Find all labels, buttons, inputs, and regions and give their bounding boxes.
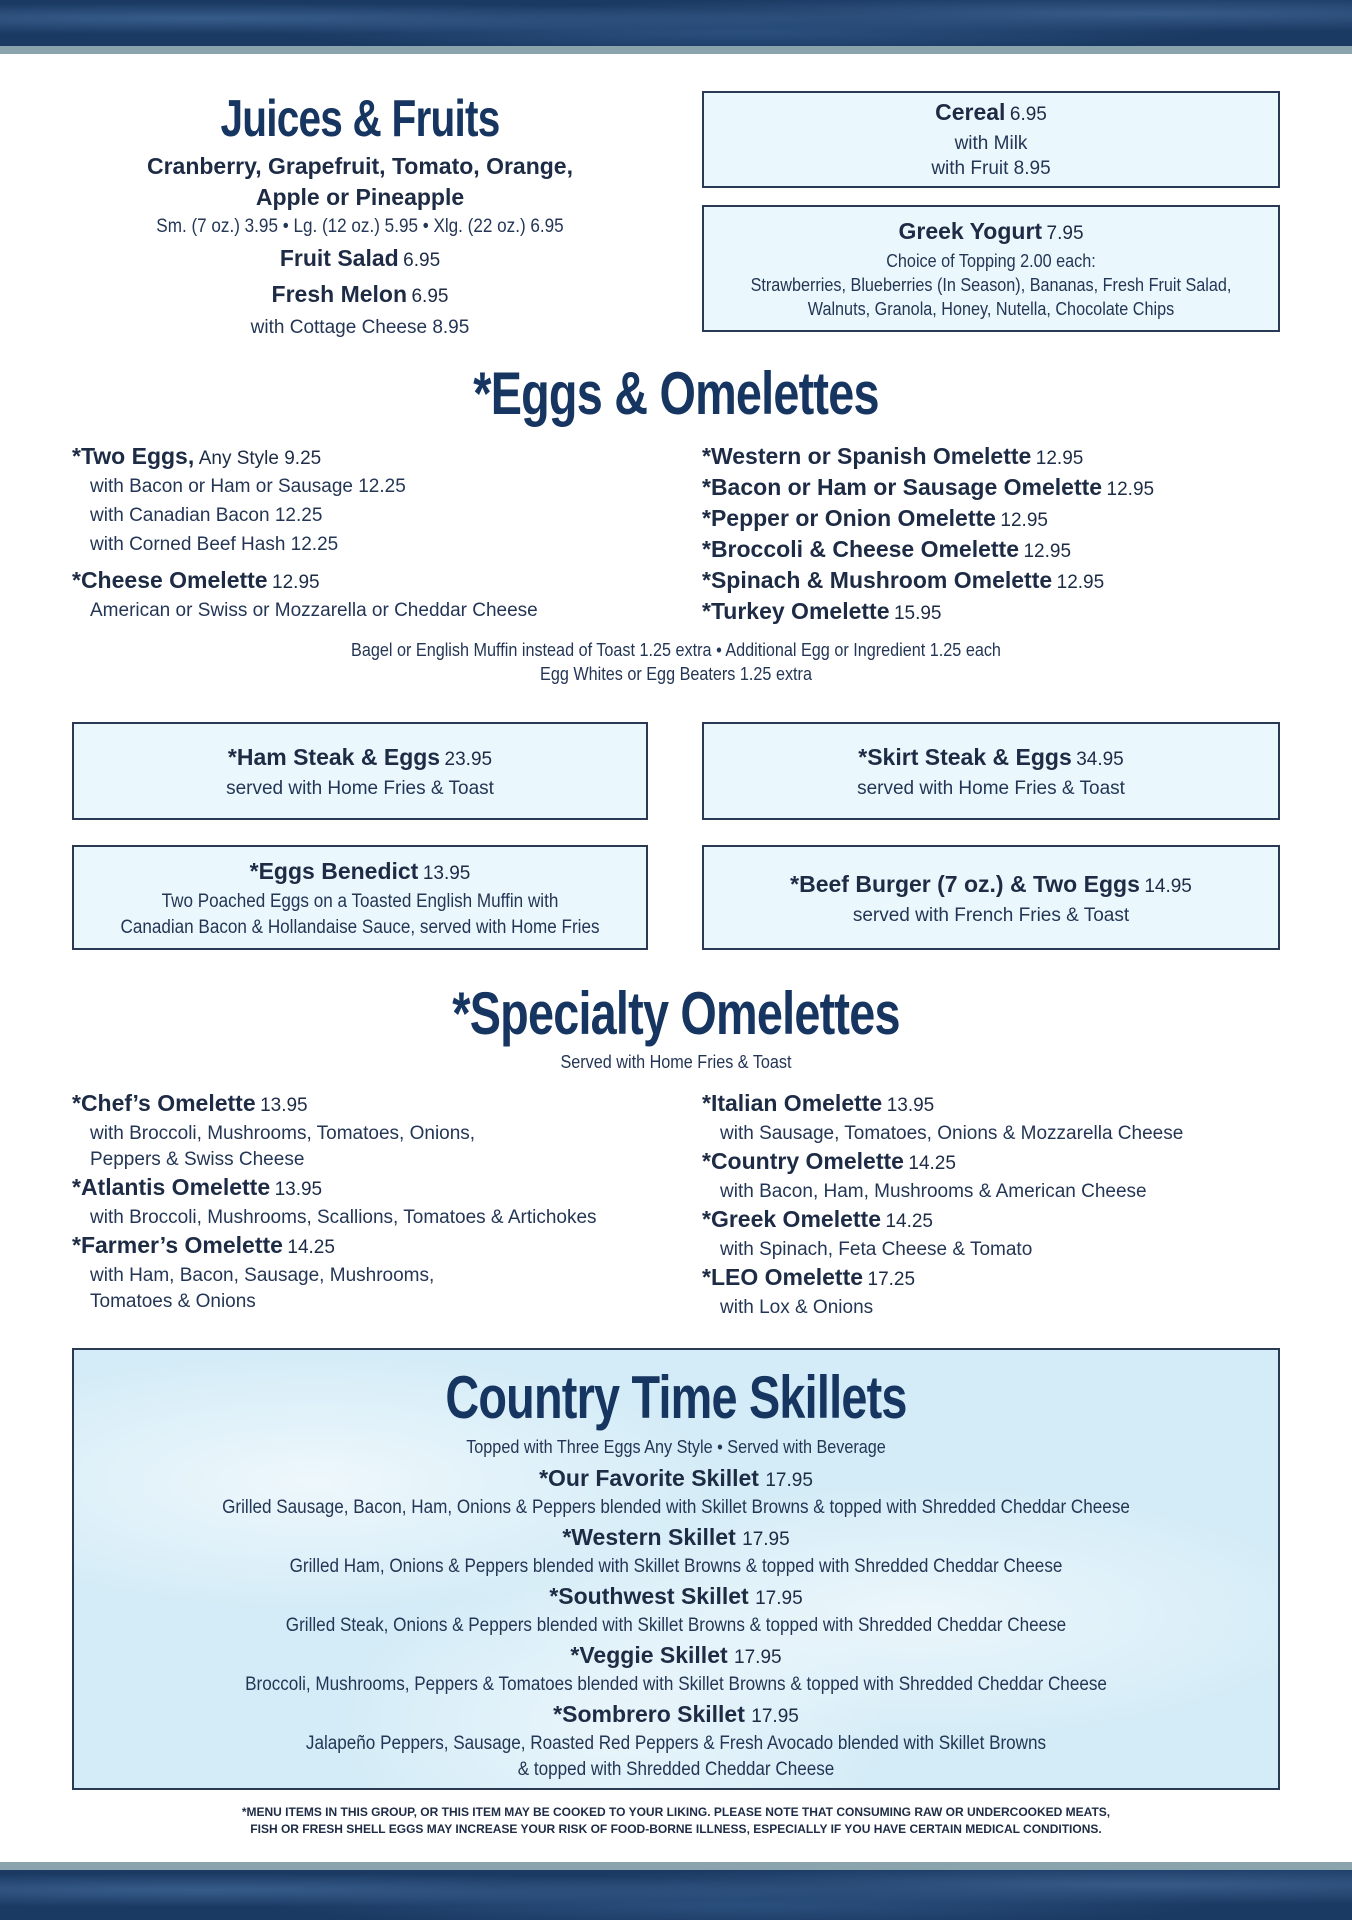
omelette-name: *Western or Spanish Omelette — [702, 443, 1032, 469]
specialty-omelette-item — [72, 1089, 672, 1121]
greek-yogurt-price: 7.95 — [1046, 223, 1084, 244]
specialty-omelette-price: 13.95 — [886, 1095, 935, 1116]
cereal-milk: with Milk — [954, 133, 1028, 154]
cereal-price: 6.95 — [1009, 104, 1047, 125]
specialty-right-column — [702, 1089, 1322, 1321]
specialty-omelette-item — [702, 1147, 1322, 1179]
beef-burger-box — [702, 845, 1280, 950]
cheese-omelette-price: 12.95 — [272, 572, 320, 593]
omelette-price: 12.95 — [1023, 541, 1072, 562]
beef-burger-desc: served with French Fries & Toast — [852, 905, 1130, 926]
skirt-steak-box — [702, 722, 1280, 820]
skillet-price: 17.95 — [755, 1588, 803, 1609]
greek-yogurt-name: Greek Yogurt — [898, 218, 1043, 244]
specialty-omelette-desc: with Broccoli, Mushrooms, Scallions, Tomatoes & Artichokes — [90, 1207, 597, 1228]
specialty-omelette-name: *Country Omelette — [702, 1148, 904, 1174]
juices-section — [72, 90, 648, 342]
omelette-name: *Spinach & Mushroom Omelette — [702, 567, 1053, 593]
omelette-price: 12.95 — [1000, 510, 1048, 531]
disclaimer-line2: FISH OR FRESH SHELL EGGS MAY INCREASE YOUR RISK OF FOOD-BORNE ILLNESS, ESPECIALLY IF YOU HAVE CERTAIN MEDICAL CONDITIONS. — [250, 1822, 1102, 1836]
eggs-section-header — [0, 360, 1352, 428]
specialty-omelette-desc: Tomatoes & Onions — [90, 1291, 256, 1312]
ham-steak-box — [72, 722, 648, 820]
omelette-item — [702, 472, 1322, 503]
skillet-desc: Grilled Sausage, Bacon, Ham, Onions & Peppers blended with Skillet Browns & topped with Shredded Cheddar Cheese — [222, 1497, 1130, 1518]
specialty-section-header — [0, 980, 1352, 1074]
specialty-title: *Specialty Omelettes — [452, 980, 900, 1047]
specialty-omelette-desc: with Lox & Onions — [720, 1297, 874, 1318]
skillet-name: *Southwest Skillet — [549, 1583, 749, 1609]
eggs-benedict-box — [72, 845, 648, 950]
greek-yogurt-box — [702, 205, 1280, 332]
eggs-benedict-name: *Eggs Benedict — [249, 858, 419, 884]
eggs-note-line1: Bagel or English Muffin instead of Toast 1.25 extra • Additional Egg or Ingredient 1.25 each — [351, 640, 1001, 660]
bottom-decorative-band — [0, 1862, 1352, 1920]
omelette-name: *Pepper or Onion Omelette — [702, 505, 996, 531]
skillet-price: 17.95 — [742, 1529, 790, 1550]
specialty-omelette-name: *Italian Omelette — [702, 1090, 883, 1116]
specialty-omelette-name: *Chef’s Omelette — [72, 1090, 256, 1116]
cheese-omelette-item — [72, 565, 652, 596]
juice-kinds-line2: Apple or Pineapple — [255, 184, 465, 210]
skillet-price: 17.95 — [765, 1470, 813, 1491]
omelette-name: *Turkey Omelette — [702, 598, 890, 624]
skillet-price: 17.95 — [751, 1706, 799, 1727]
specialty-omelette-item — [72, 1173, 672, 1205]
cheese-omelette-name: *Cheese Omelette — [72, 567, 268, 593]
omelette-name: *Bacon or Ham or Sausage Omelette — [702, 474, 1103, 500]
eggs-notes — [0, 638, 1352, 686]
skillets-title: Country Time Skillets — [445, 1364, 907, 1431]
omelette-item — [702, 441, 1322, 472]
specialty-omelette-price: 13.95 — [260, 1095, 308, 1116]
skillet-name: *Our Favorite Skillet — [539, 1465, 759, 1491]
specialty-omelette-name: *Atlantis Omelette — [72, 1174, 271, 1200]
two-eggs-item — [72, 441, 652, 472]
two-eggs-name: *Two Eggs, — [72, 443, 195, 469]
specialty-omelette-item — [72, 1231, 672, 1263]
eggs-benedict-desc-line2: Canadian Bacon & Hollandaise Sauce, served with Home Fries — [120, 917, 600, 938]
cheese-omelette-options: American or Swiss or Mozzarella or Cheddar Cheese — [90, 600, 538, 621]
skillets-box — [72, 1348, 1280, 1790]
two-eggs-option: with Bacon or Ham or Sausage 12.25 — [90, 476, 406, 497]
specialty-omelette-desc: Peppers & Swiss Cheese — [90, 1149, 305, 1170]
skillet-name: *Western Skillet — [562, 1524, 736, 1550]
fruit-salad-name: Fruit Salad — [279, 245, 399, 271]
cereal-fruit: with Fruit 8.95 — [931, 158, 1051, 179]
omelette-item — [702, 596, 1322, 627]
omelette-price: 12.95 — [1056, 572, 1105, 593]
fresh-melon-name: Fresh Melon — [271, 281, 408, 307]
specialty-omelette-price: 14.25 — [885, 1211, 933, 1232]
skillet-item — [74, 1700, 1278, 1731]
juices-title: Juices & Fruits — [220, 90, 500, 148]
cereal-box — [702, 91, 1280, 188]
omelette-price: 12.95 — [1106, 479, 1155, 500]
ham-steak-name: *Ham Steak & Eggs — [227, 744, 441, 770]
specialty-omelette-desc: with Sausage, Tomatoes, Onions & Mozzarella Cheese — [720, 1123, 1184, 1144]
eggs-benedict-price: 13.95 — [422, 863, 471, 884]
specialty-omelette-desc: with Bacon, Ham, Mushrooms & American Cheese — [720, 1181, 1147, 1202]
two-eggs-style-price: Any Style 9.25 — [198, 448, 322, 469]
specialty-omelette-price: 14.25 — [908, 1153, 956, 1174]
specialty-omelette-desc: with Broccoli, Mushrooms, Tomatoes, Onions, — [90, 1123, 476, 1144]
skillet-name: *Sombrero Skillet — [553, 1701, 745, 1727]
specialty-omelette-price: 17.25 — [867, 1269, 916, 1290]
two-eggs-option: with Canadian Bacon 12.25 — [90, 505, 323, 526]
specialty-omelette-item — [702, 1205, 1322, 1237]
skillet-item — [74, 1464, 1278, 1495]
skillet-name: *Veggie Skillet — [570, 1642, 728, 1668]
two-eggs-option: with Corned Beef Hash 12.25 — [90, 534, 339, 555]
yogurt-topping-note: Choice of Topping 2.00 each: — [886, 251, 1096, 271]
cereal-name: Cereal — [935, 99, 1006, 125]
skirt-steak-desc: served with Home Fries & Toast — [857, 778, 1125, 799]
specialty-subtitle: Served with Home Fries & Toast — [560, 1052, 792, 1072]
skillet-desc: & topped with Shredded Cheddar Cheese — [517, 1759, 835, 1780]
eggs-left-column — [72, 441, 652, 625]
specialty-omelette-desc: with Ham, Bacon, Sausage, Mushrooms, — [90, 1265, 435, 1286]
beef-burger-price: 14.95 — [1144, 876, 1192, 897]
fresh-melon-item — [72, 278, 648, 314]
specialty-omelette-name: *LEO Omelette — [702, 1264, 864, 1290]
skillet-desc: Grilled Steak, Onions & Peppers blended with Skillet Browns & topped with Shredded Cheddar Cheese — [285, 1615, 1067, 1636]
specialty-omelette-price: 14.25 — [287, 1237, 335, 1258]
skillet-item — [74, 1641, 1278, 1672]
specialty-omelette-item — [702, 1263, 1322, 1295]
disclaimer-line1: *MENU ITEMS IN THIS GROUP, OR THIS ITEM MAY BE COOKED TO YOUR LIKING. PLEASE NOTE THAT CONSUMING RAW OR UNDERCOOKED MEATS, — [241, 1805, 1111, 1819]
skillet-desc: Grilled Ham, Onions & Peppers blended with Skillet Browns & topped with Shredded Cheddar Cheese — [289, 1556, 1063, 1577]
skillet-item — [74, 1582, 1278, 1613]
cottage-cheese-option: with Cottage Cheese 8.95 — [250, 317, 470, 338]
yogurt-toppings-line2: Walnuts, Granola, Honey, Nutella, Chocolate Chips — [807, 299, 1175, 319]
omelette-name: *Broccoli & Cheese Omelette — [702, 536, 1020, 562]
skillet-price: 17.95 — [734, 1647, 782, 1668]
juice-kinds-line1: Cranberry, Grapefruit, Tomato, Orange, — [146, 153, 573, 179]
omelette-price: 12.95 — [1035, 448, 1084, 469]
skirt-steak-name: *Skirt Steak & Eggs — [858, 744, 1072, 770]
specialty-omelette-item — [702, 1089, 1322, 1121]
ham-steak-desc: served with Home Fries & Toast — [226, 778, 494, 799]
omelette-price: 15.95 — [893, 603, 942, 624]
eggs-note-line2: Egg Whites or Egg Beaters 1.25 extra — [540, 664, 812, 684]
specialty-omelette-price: 13.95 — [274, 1179, 323, 1200]
fresh-melon-price: 6.95 — [411, 286, 449, 307]
skirt-steak-price: 34.95 — [1076, 749, 1124, 770]
omelette-item — [702, 534, 1322, 565]
specialty-omelette-name: *Farmer’s Omelette — [72, 1232, 283, 1258]
specialty-omelette-desc: with Spinach, Feta Cheese & Tomato — [720, 1239, 1033, 1260]
fruit-salad-price: 6.95 — [403, 250, 441, 271]
specialty-left-column — [72, 1089, 672, 1315]
skillets-subtitle: Topped with Three Eggs Any Style • Served with Beverage — [466, 1437, 886, 1457]
ham-steak-price: 23.95 — [444, 749, 493, 770]
top-decorative-band — [0, 0, 1352, 54]
omelette-item — [702, 503, 1322, 534]
specialty-omelette-name: *Greek Omelette — [702, 1206, 881, 1232]
eggs-benedict-desc-line1: Two Poached Eggs on a Toasted English Muffin with — [161, 891, 559, 912]
skillet-item — [74, 1523, 1278, 1554]
fruit-salad-item — [72, 242, 648, 278]
eggs-title: *Eggs & Omelettes — [473, 360, 879, 427]
juice-sizes: Sm. (7 oz.) 3.95 • Lg. (12 oz.) 5.95 • Xlg. (22 oz.) 6.95 — [156, 216, 564, 237]
food-safety-disclaimer — [0, 1804, 1352, 1838]
omelette-item — [702, 565, 1322, 596]
eggs-right-column — [702, 441, 1322, 627]
yogurt-toppings-line1: Strawberries, Blueberries (In Season), Bananas, Fresh Fruit Salad, — [750, 275, 1232, 295]
skillet-desc: Broccoli, Mushrooms, Peppers & Tomatoes blended with Skillet Browns & topped with Shredded Cheddar Cheese — [245, 1674, 1107, 1695]
skillet-desc: Jalapeño Peppers, Sausage, Roasted Red Peppers & Fresh Avocado blended with Skillet Browns — [305, 1733, 1047, 1754]
beef-burger-name: *Beef Burger (7 oz.) & Two Eggs — [790, 871, 1140, 897]
